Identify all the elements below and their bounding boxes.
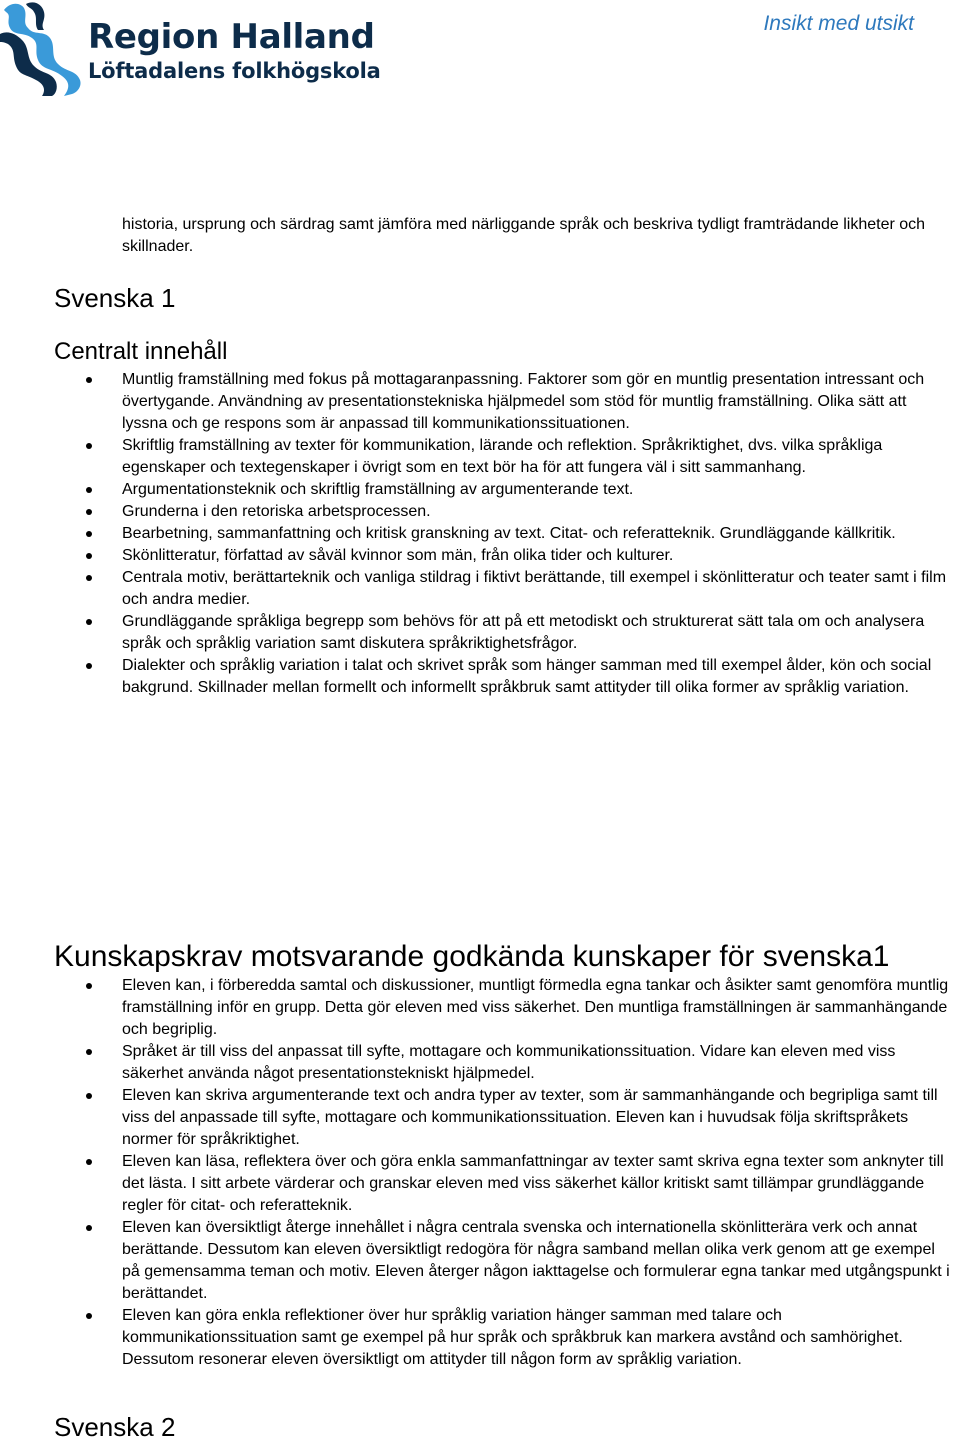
- list-item: Argumentationsteknik och skriftlig framställning av argumenterande text.: [0, 479, 960, 501]
- section-title-kunskapskrav: Kunskapskrav motsvarande godkända kunskaper för svenska1: [54, 940, 890, 973]
- list-item: Bearbetning, sammanfattning och kritisk granskning av text. Citat- och referatteknik. Grundläggande källkritik.: [0, 523, 960, 545]
- bullet-icon: [86, 1313, 92, 1319]
- list-item: Språket är till viss del anpassat till syfte, mottagare och kommunikationssituation. Vidare kan eleven med viss säkerhet använda något presentationstekniskt hjälpmedel.: [0, 1041, 960, 1085]
- list-item: Skönlitteratur, författad av såväl kvinnor som män, från olika tider och kulturer.: [0, 545, 960, 567]
- section-title-svenska-2: Svenska 2: [54, 1412, 176, 1442]
- list-item: Grundläggande språkliga begrepp som behövs för att på ett metodiskt och strukturerat sätt tala om och analysera språk och språklig variation samt diskutera språkriktighetsfrågor.: [0, 611, 960, 655]
- list-item: Eleven kan göra enkla reflektioner över hur språklig variation hänger samman med talare och kommunikationssituation samt ge exempel på hur språk och språkbruk kan markera avstånd och samhörighet. Dessutom resonerar eleven översiktligt om attityder till någon form av språklig variation.: [0, 1305, 960, 1371]
- bullet-icon: [86, 1049, 92, 1055]
- list-item: Muntlig framställning med fokus på mottagaranpassning. Faktorer som gör en muntlig presentation intressant och övertygande. Användning av presentationstekniska hjälpmedel som stöd för muntlig framställning. Olika sätt att lyssna och ge respons som är anpassad till kommunikationssituationen.: [0, 369, 960, 435]
- bullet-icon: [86, 983, 92, 989]
- logo-wordmark: [88, 18, 381, 84]
- bullet-icon: [86, 443, 92, 449]
- list-item: Eleven kan, i förberedda samtal och diskussioner, muntligt förmedla egna tankar och åsikter samt genomföra muntlig framställning inför en grupp. Detta gör eleven med viss säkerhet. Den muntliga framställningen är sammanhängande och begriplig.: [0, 975, 960, 1041]
- page-header: [0, 0, 960, 100]
- list-item: Centrala motiv, berättarteknik och vanliga stildrag i fiktivt berättande, till exempel i skönlitteratur och teater samt i film och andra medier.: [0, 567, 960, 611]
- bullet-icon: [86, 1093, 92, 1099]
- list-item: Skriftlig framställning av texter för kommunikation, lärande och reflektion. Språkriktighet, dvs. vilka språkliga egenskaper och textegenskaper i övrigt som en text bör ha för att fungera väl i sitt sammanhang.: [0, 435, 960, 479]
- logo-title: Region Halland: [88, 17, 375, 57]
- bullet-icon: [86, 575, 92, 581]
- bullet-icon: [86, 487, 92, 493]
- intro-paragraph: historia, ursprung och särdrag samt jämföra med närliggande språk och beskriva tydligt framträdande likheter och skillnader.: [122, 216, 926, 255]
- logo-subtitle: Löftadalens folkhögskola: [88, 59, 381, 83]
- list-item: Dialekter och språklig variation i talat och skrivet språk som hänger samman med till exempel ålder, kön och social bakgrund. Skillnader mellan formellt och informellt språkbruk samt attityder till olika former av språklig variation.: [0, 655, 960, 699]
- section-title-svenska-1: Svenska 1: [54, 283, 176, 313]
- kunskapskrav-list: [0, 975, 960, 1371]
- list-item: Eleven kan skriva argumenterande text och andra typer av texter, som är sammanhängande och begripliga samt till viss del anpassade till syfte, mottagare och kommunikationssituation. Eleven kan i huvudsak följa skriftspråkets normer för språkriktighet.: [0, 1085, 960, 1151]
- bullet-icon: [86, 1225, 92, 1231]
- list-item: Eleven kan läsa, reflektera över och göra enkla sammanfattningar av texter samt skriva egna texter som anknyter till det lästa. I sitt arbete värderar och granskar eleven med viss säkerhet källor kritiskt samt tillämpar grundläggande regler för citat- och referatteknik.: [0, 1151, 960, 1217]
- bullet-icon: [86, 663, 92, 669]
- subheading-centralt-innehall: Centralt innehåll: [54, 338, 228, 365]
- bullet-icon: [86, 1159, 92, 1165]
- bullet-icon: [86, 509, 92, 515]
- bullet-icon: [86, 531, 92, 537]
- bullet-icon: [86, 619, 92, 625]
- list-item: Eleven kan översiktligt återge innehållet i några centrala svenska och internationella skönlitterära verk och annat berättande. Dessutom kan eleven översiktligt redogöra för några samband mellan olika verk genom att ge exempel på gemensamma teman och motiv. Eleven återger någon iakttagelse och formulerar egna tankar med utgångspunkt i berättandet.: [0, 1217, 960, 1305]
- bullet-icon: [86, 553, 92, 559]
- bullet-icon: [86, 377, 92, 383]
- list-item: Grunderna i den retoriska arbetsprocessen.: [0, 501, 960, 523]
- centralt-innehall-list: [0, 369, 960, 699]
- region-halland-logo-icon: [0, 0, 90, 96]
- header-tagline: Insikt med utsikt: [763, 12, 914, 35]
